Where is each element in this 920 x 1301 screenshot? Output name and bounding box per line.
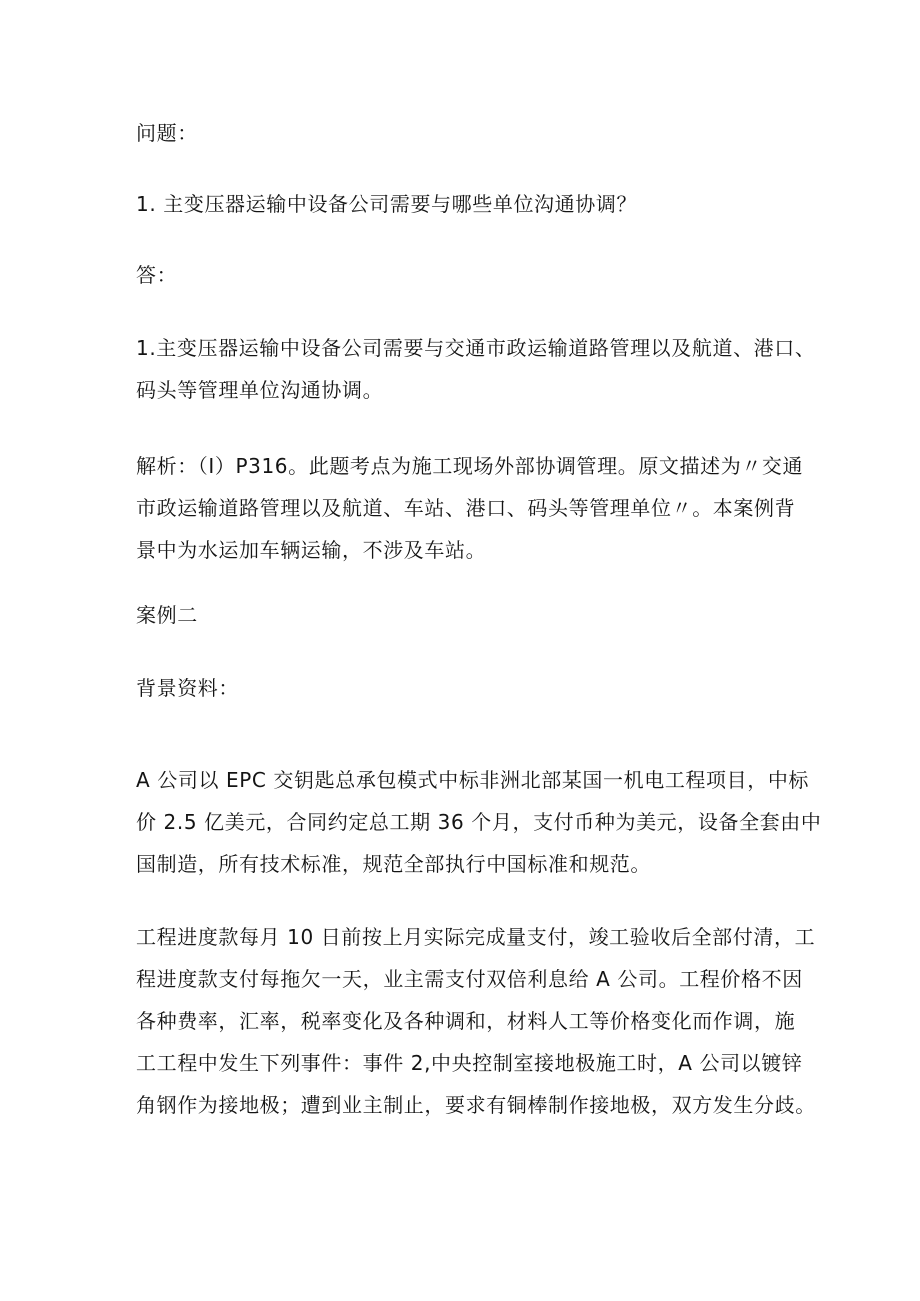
text-line: 市政运输道路管理以及航道、车站、港口、码头等管理单位〃。本案例背	[136, 496, 796, 520]
answer-1	[136, 327, 816, 411]
text-line: 程进度款支付每拖欠一天，业主需支付双倍利息给 A 公司。工程价格不因	[136, 967, 803, 991]
text-line: 工工程中发生下列事件：事件 2,中央控制室接地极施工时，A 公司以镀锌	[136, 1051, 803, 1075]
text-line: 角钢作为接地极；遭到业主制止，要求有铜棒制作接地极，双方发生分歧。	[136, 1093, 816, 1117]
text-line: 1. 主变压器运输中设备公司需要与哪些单位沟通协调？	[136, 192, 638, 216]
text-line: A 公司以 EPC 交钥匙总承包模式中标非洲北部某国一机电工程项目，中标	[136, 768, 810, 792]
text-line: 答：	[136, 263, 178, 287]
background-paragraph-1	[136, 759, 822, 885]
text-line: 景中为水运加车辆运输，不涉及车站。	[136, 538, 487, 562]
text-line: 解析：（I）P316。此题考点为施工现场外部协调管理。原文描述为〃交通	[136, 454, 804, 478]
text-line: 码头等管理单位沟通协调。	[136, 378, 384, 402]
analysis-paragraph	[136, 445, 804, 571]
text-line: 价 2.5 亿美元，合同约定总工期 36 个月，支付币种为美元，设备全套由中	[136, 810, 822, 834]
text-line: 1.主变压器运输中设备公司需要与交通市政运输道路管理以及航道、港口、	[136, 336, 816, 360]
question-heading	[136, 112, 804, 154]
text-line: 国制造，所有技术标准，规范全部执行中国标准和规范。	[136, 852, 651, 876]
text-line: 工程进度款每月 10 日前按上月实际完成量支付，竣工验收后全部付清，工	[136, 925, 816, 949]
answer-heading	[136, 254, 804, 296]
text-line: 案例二	[136, 603, 198, 627]
text-line: 背景资料：	[136, 676, 239, 700]
background-paragraph-2	[136, 916, 816, 1126]
question-1	[136, 183, 804, 225]
case-title	[136, 594, 804, 636]
text-line: 问题：	[136, 121, 198, 145]
background-heading	[136, 667, 804, 709]
text-line: 各种费率，汇率，税率变化及各种调和，材料人工等价格变化而作调，施	[136, 1009, 796, 1033]
